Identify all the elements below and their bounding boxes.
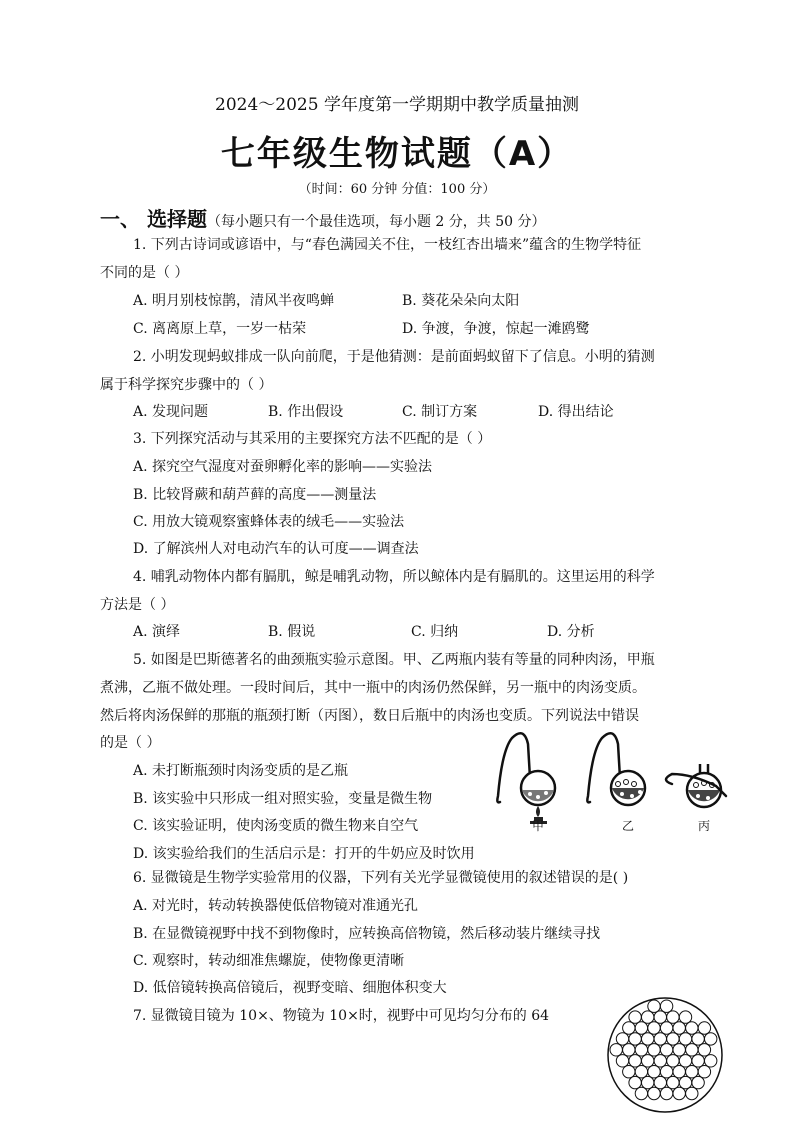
cell-icon xyxy=(673,1044,685,1056)
q6-option-a: A. 对光时，转动转换器使低倍物镜对准通光孔 xyxy=(133,898,419,914)
q1-option-d: D. 争渡，争渡，惊起一滩鸥鹭 xyxy=(402,321,590,337)
cell-icon xyxy=(686,1066,698,1078)
cell-icon xyxy=(667,1076,679,1088)
cell-icon xyxy=(660,1066,672,1078)
cell-icon xyxy=(667,1055,679,1067)
cell-icon xyxy=(660,1000,672,1012)
section-title: 一、 选择题 xyxy=(100,207,207,231)
q5-option-a: A. 未打断瓶颈时肉汤变质的是乙瓶 xyxy=(133,763,349,779)
q3-stem-line-1: 3. 下列探究活动与其采用的主要探究方法不匹配的是（ ） xyxy=(133,431,492,447)
q4-option-d: D. 分析 xyxy=(547,624,595,640)
q4-option-c: C. 归纳 xyxy=(411,624,459,640)
cell-icon xyxy=(673,1022,685,1034)
cell-icon xyxy=(698,1044,710,1056)
exam-year-line: 2024～2025 学年度第一学期期中教学质量抽测 xyxy=(215,95,579,115)
cell-icon xyxy=(635,1044,647,1056)
q3-option-d: D. 了解滨州人对电动汽车的认可度——调查法 xyxy=(133,541,419,557)
pasteur-flask-diagram xyxy=(494,722,734,832)
cell-icon xyxy=(660,1044,672,1056)
q5-stem-line-1: 5. 如图是巴斯德著名的曲颈瓶实验示意图。甲、乙两瓶内装有等量的同种肉汤，甲瓶 xyxy=(133,652,655,668)
q2-option-b: B. 作出假设 xyxy=(268,404,344,420)
cell-icon xyxy=(654,1076,666,1088)
cell-icon xyxy=(616,1055,628,1067)
q5-stem-line-2: 煮沸，乙瓶不做处理。一段时间后，其中一瓶中的肉汤仍然保鲜，另一瓶中的肉汤变质。 xyxy=(100,680,646,696)
q6-option-d: D. 低倍镜转换高倍镜后，视野变暗、细胞体积变大 xyxy=(133,980,447,996)
cell-icon xyxy=(698,1022,710,1034)
cell-icon xyxy=(648,1022,660,1034)
q2-option-c: C. 制订方案 xyxy=(402,404,478,420)
q4-option-b: B. 假说 xyxy=(268,624,316,640)
q6-option-c: C. 观察时，转动细准焦螺旋，使物像更清晰 xyxy=(133,953,405,969)
section-note: （每小题只有一个最佳选项，每小题 2 分，共 50 分） xyxy=(206,214,546,230)
q2-stem-line-1: 2. 小明发现蚂蚁排成一队向前爬，于是他猜测：是前面蚂蚁留下了信息。小明的猜测 xyxy=(133,349,655,365)
q4-option-a: A. 演绎 xyxy=(133,624,181,640)
q1-option-c: C. 离离原上草，一岁一枯荣 xyxy=(133,321,307,337)
q4-stem-line-1: 4. 哺乳动物体内都有膈肌，鲸是哺乳动物，所以鲸体内是有膈肌的。这里运用的科学 xyxy=(133,569,655,585)
q7-stem-line-1: 7. 显微镜目镜为 10×、物镜为 10×时，视野中可见均匀分布的 64 xyxy=(133,1008,550,1024)
cell-icon xyxy=(642,1055,654,1067)
cell-icon xyxy=(642,1011,654,1023)
q5-option-c: C. 该实验证明，使肉汤变质的微生物来自空气 xyxy=(133,818,419,834)
cell-icon xyxy=(686,1044,698,1056)
q3-option-b: B. 比较肾蕨和葫芦藓的高度——测量法 xyxy=(133,487,377,503)
cell-icon xyxy=(654,1055,666,1067)
section-heading xyxy=(100,203,546,232)
cell-icon xyxy=(698,1066,710,1078)
cell-icon xyxy=(692,1055,704,1067)
cell-icon xyxy=(705,1055,717,1067)
cell-icon xyxy=(654,1011,666,1023)
q6-stem-line-1: 6. 显微镜是生物学实验常用的仪器，下列有关光学显微镜使用的叙述错误的是( ) xyxy=(133,870,629,886)
cell-icon xyxy=(679,1055,691,1067)
cell-icon xyxy=(705,1033,717,1045)
cell-icon xyxy=(686,1087,698,1099)
cell-icon xyxy=(642,1076,654,1088)
cell-icon xyxy=(667,1033,679,1045)
cell-icon xyxy=(648,1066,660,1078)
cell-icon xyxy=(679,1033,691,1045)
q5-stem-line-3: 然后将肉汤保鲜的那瓶的瓶颈打断（丙图），数日后瓶中的肉汤也变质。下列说法中错误 xyxy=(100,708,639,724)
cell-icon xyxy=(629,1033,641,1045)
q1-stem-line-1: 1. 下列古诗词或谚语中，与“春色满园关不住，一枝红杏出墙来”蕴含的生物学特征 xyxy=(133,237,642,253)
q1-option-b: B. 葵花朵朵向太阳 xyxy=(402,293,520,309)
cell-icon xyxy=(692,1033,704,1045)
q1-option-a: A. 明月别枝惊鹊，清风半夜鸣蝉 xyxy=(133,293,335,309)
cell-icon xyxy=(635,1087,647,1099)
cell-icon xyxy=(635,1022,647,1034)
cell-icon xyxy=(629,1011,641,1023)
flask-bing-label: 丙 xyxy=(697,819,711,832)
cell-icon xyxy=(629,1055,641,1067)
microscope-field-of-view xyxy=(606,996,724,1114)
cell-icon xyxy=(673,1087,685,1099)
cell-icon xyxy=(648,1087,660,1099)
q2-option-a: A. 发现问题 xyxy=(133,404,209,420)
cell-icon xyxy=(623,1044,635,1056)
q5-stem-line-4: 的是（ ） xyxy=(100,735,161,751)
microscope-field-figure xyxy=(606,996,724,1114)
cell-icon xyxy=(623,1066,635,1078)
flask-jia-label: 甲 xyxy=(531,819,545,832)
q3-option-a: A. 探究空气湿度对蚕卵孵化率的影响——实验法 xyxy=(133,459,433,475)
flask-yi-label: 乙 xyxy=(621,819,635,832)
cell-icon xyxy=(616,1033,628,1045)
cell-icon xyxy=(642,1033,654,1045)
cell-icon xyxy=(610,1044,622,1056)
cell-icon xyxy=(660,1087,672,1099)
q2-stem-line-2: 属于科学探究步骤中的（ ） xyxy=(100,377,273,393)
cell-icon xyxy=(686,1022,698,1034)
exam-meta: （时间：60 分钟 分值：100 分） xyxy=(298,182,496,197)
q5-option-b: B. 该实验中只形成一组对照实验，变量是微生物 xyxy=(133,791,433,807)
q3-option-c: C. 用放大镜观察蜜蜂体表的绒毛——实验法 xyxy=(133,514,405,530)
q4-stem-line-2: 方法是（ ） xyxy=(100,597,175,613)
cell-icon xyxy=(692,1076,704,1088)
cell-icon xyxy=(673,1066,685,1078)
cell-icon xyxy=(654,1033,666,1045)
q1-stem-line-2: 不同的是（ ） xyxy=(100,265,189,281)
cell-icon xyxy=(679,1011,691,1023)
q2-option-d: D. 得出结论 xyxy=(538,404,614,420)
cell-icon xyxy=(635,1066,647,1078)
cell-icon xyxy=(660,1022,672,1034)
q6-option-b: B. 在显微镜视野中找不到物像时，应转换高倍物镜，然后移动装片继续寻找 xyxy=(133,926,601,942)
cell-icon xyxy=(623,1022,635,1034)
exam-title: 七年级生物试题（A） xyxy=(220,134,574,174)
cell-icon xyxy=(667,1011,679,1023)
q5-option-d: D. 该实验给我们的生活启示是：打开的牛奶应及时饮用 xyxy=(133,846,475,862)
cell-icon xyxy=(648,1044,660,1056)
cell-icon xyxy=(648,1000,660,1012)
pasteur-flask-figure xyxy=(494,722,734,832)
cell-icon xyxy=(629,1076,641,1088)
cell-icon xyxy=(679,1076,691,1088)
